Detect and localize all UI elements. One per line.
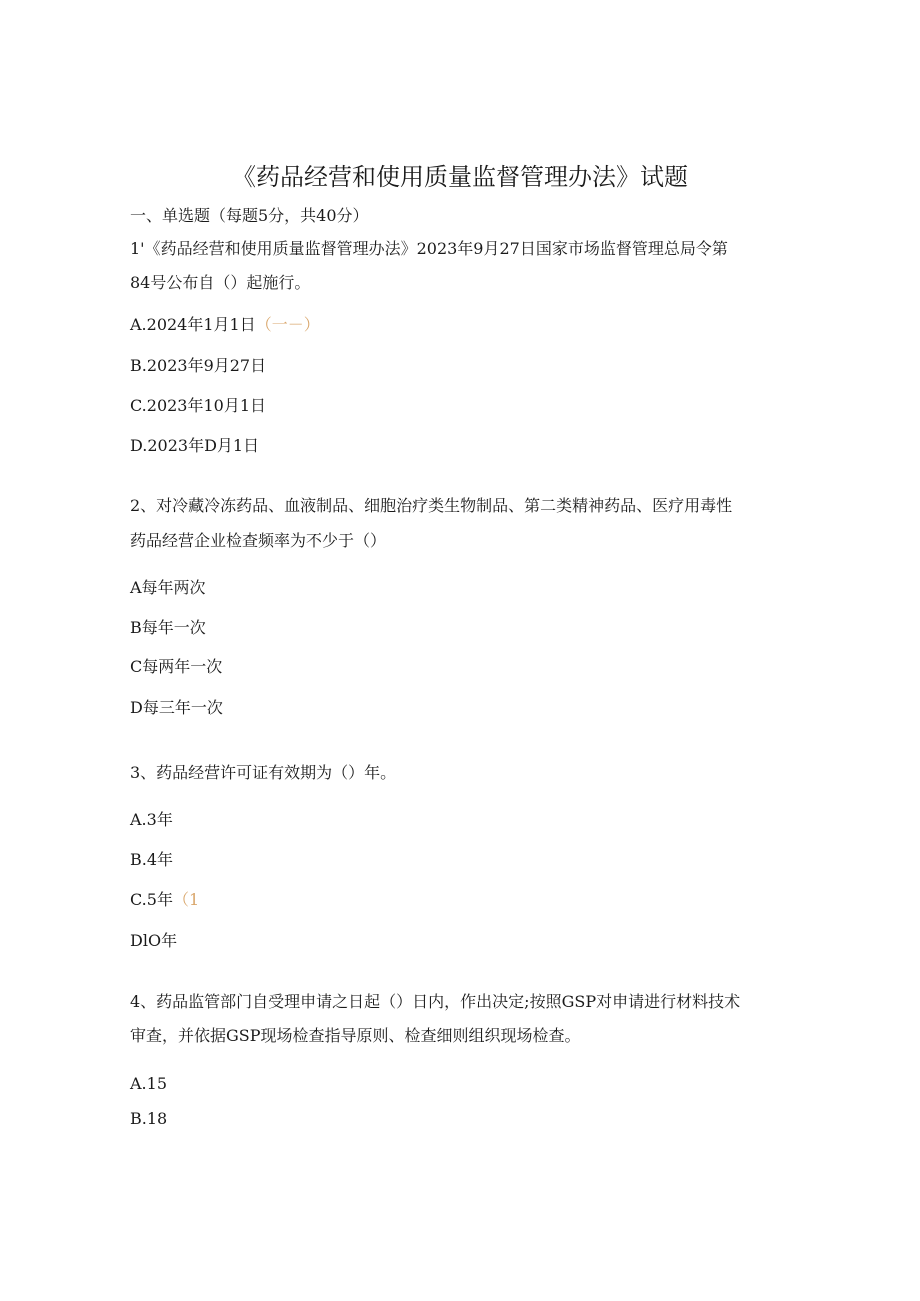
question-2-option-b: B每年一次 xyxy=(130,618,206,637)
question-1-stem-line-2: 84号公布自（）起施行。 xyxy=(130,273,311,292)
question-3-stem-line-1: 3、药品经营许可证有效期为（）年。 xyxy=(130,763,397,782)
option-text: A.2024年1月1日 xyxy=(130,315,256,334)
page-title: 《药品经营和使用质量监督管理办法》试题 xyxy=(232,163,688,191)
question-4-option-a: A.15 xyxy=(130,1074,167,1093)
question-1-stem-line-1: 1'《药品经营和使用质量监督管理办法》2023年9月27日国家市场监督管理总局令第 xyxy=(130,239,728,258)
question-3-option-a: A.3年 xyxy=(130,810,173,829)
question-3-option-b: B.4年 xyxy=(130,850,174,869)
question-2-option-c: C每两年一次 xyxy=(130,657,223,676)
section-heading: 一、单选题（每题5分，共40分） xyxy=(130,206,369,225)
question-2-option-a: A每年两次 xyxy=(130,578,206,597)
question-1-option-a xyxy=(130,314,320,336)
question-4-option-b: B.18 xyxy=(130,1109,168,1128)
question-1-option-b: B.2023年9月27日 xyxy=(130,356,267,375)
question-2-stem-line-2: 药品经营企业检查频率为不少于（） xyxy=(130,531,387,550)
question-2-option-d: D每三年一次 xyxy=(130,698,223,717)
handwritten-annotation: （一－） xyxy=(255,315,320,334)
question-4-stem-line-2: 审查，并依据GSP现场检查指导原则、检查细则组织现场检查。 xyxy=(130,1026,581,1045)
question-3-option-c xyxy=(130,889,199,911)
question-2-stem-line-1: 2、对冷藏冷冻药品、血液制品、细胞治疗类生物制品、第二类精神药品、医疗用毒性 xyxy=(130,496,733,515)
option-text: C.5年 xyxy=(130,890,173,909)
question-4-stem-line-1: 4、药品监管部门自受理申请之日起（）日内，作出决定;按照GSP对申请进行材料技术 xyxy=(130,992,741,1011)
handwritten-annotation: （1 xyxy=(172,890,200,909)
question-1-option-d: D.2023年D月1日 xyxy=(130,436,260,455)
question-3-option-d: DlO年 xyxy=(130,931,178,950)
question-1-option-c: C.2023年10月1日 xyxy=(130,396,267,415)
